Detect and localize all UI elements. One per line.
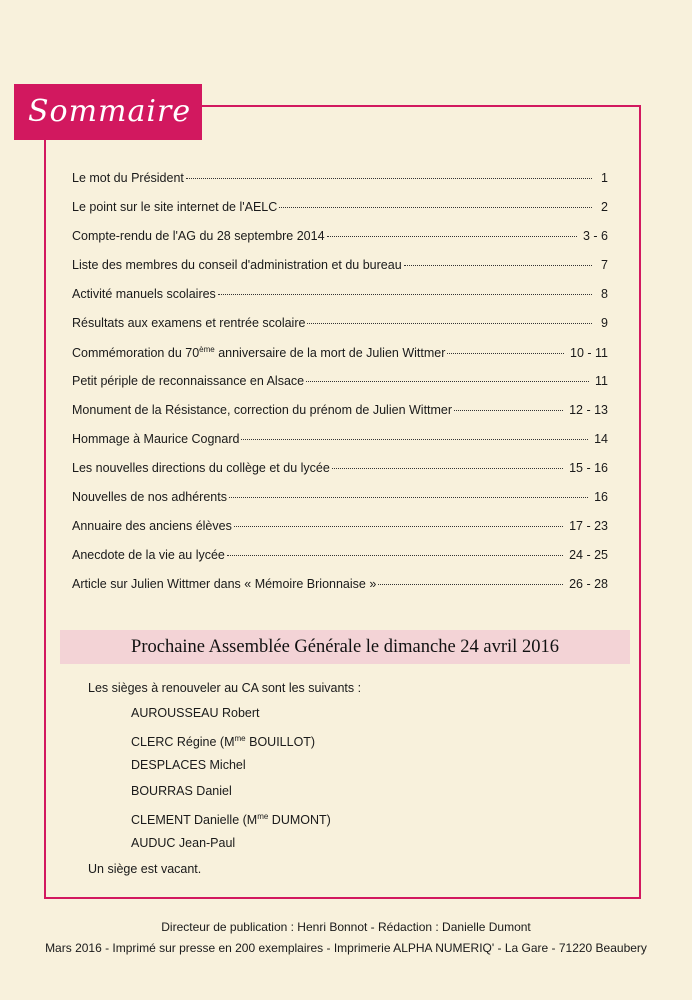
seats-intro: Les sièges à renouveler au CA sont les suivants : [88,681,362,695]
toc-item [72,258,608,287]
list-item: AUDUC Jean-Paul [131,836,236,850]
toc-leader-dots [332,468,563,469]
vacant-seat-note: Un siège est vacant. [88,862,202,876]
toc-item [72,461,608,490]
members-list [131,705,331,861]
toc-item-page: 11 [595,374,608,388]
page-title: Sommaire [14,84,202,140]
toc-item [72,577,608,606]
toc-item-page: 14 [594,432,608,446]
toc-item-title: Article sur Julien Wittmer dans « Mémoire Brionnaise » [72,577,377,591]
toc-item-page: 12 - 13 [569,403,608,417]
toc-item [72,374,608,403]
toc-item-page: 7 [601,258,608,272]
toc-item-page: 17 - 23 [569,519,608,533]
toc-item-title: Les nouvelles directions du collège et du lycée [72,461,330,475]
toc-item-page: 2 [601,200,608,214]
toc-item-page: 9 [601,316,608,330]
toc-item-title: Le mot du Président [72,171,184,185]
footer-print-info: Mars 2016 - Imprimé sur presse en 200 exemplaires - Imprimerie ALPHA NUMERIQ' - La Gare - 71220 Beaubery [45,941,647,955]
toc-item [72,316,608,345]
toc-item-title: Résultats aux examens et rentrée scolaire [72,316,306,330]
toc-item-page: 26 - 28 [569,577,608,591]
toc-leader-dots [378,584,563,585]
toc-item [72,171,608,200]
toc-leader-dots [186,178,592,179]
list-item: AUROUSSEAU Robert [131,706,260,720]
toc-leader-dots [307,323,592,324]
toc-leader-dots [234,526,563,527]
toc-item-page: 24 - 25 [569,548,608,562]
toc-item-page: 8 [601,287,608,301]
toc-item [72,432,608,461]
toc-item-title: Monument de la Résistance, correction du prénom de Julien Wittmer [72,403,453,417]
toc-leader-dots [306,381,589,382]
toc-item [72,287,608,316]
toc-item-title: Hommage à Maurice Cognard [72,432,240,446]
toc-item-title: Activité manuels scolaires [72,287,216,301]
footer-credits: Directeur de publication : Henri Bonnot - Rédaction : Danielle Dumont [161,920,531,934]
toc-item-title: Nouvelles de nos adhérents [72,490,227,504]
list-item: CLEMENT Danielle ($M^{me}$ DUMONT) [131,812,331,828]
footer [0,917,692,959]
toc-item [72,345,608,374]
toc-leader-dots [279,207,592,208]
toc-leader-dots [229,497,588,498]
list-item: CLERC Régine ($M^{me}$ BOUILLOT) [131,734,316,750]
toc-item-title: Compte-rendu de l'AG du 28 septembre 2014 [72,229,325,243]
assembly-banner: Prochaine Assemblée Générale le dimanche 24 avril 2016 [60,630,630,664]
toc-leader-dots [227,555,563,556]
toc-leader-dots [218,294,592,295]
list-item: BOURRAS Daniel [131,784,232,798]
toc-item-page: 1 [601,171,608,185]
toc-item-title: Commémoration du 70ème anniversaire de la mort de Julien Wittmer [72,345,446,361]
toc-item [72,519,608,548]
toc-item [72,548,608,577]
toc-item [72,229,608,258]
toc-leader-dots [404,265,592,266]
toc-item-page: 16 [594,490,608,504]
toc-item [72,200,608,229]
table-of-contents [72,171,608,606]
toc-item-page: 15 - 16 [569,461,608,475]
toc-item [72,490,608,519]
toc-item-page: 3 - 6 [582,229,608,243]
toc-leader-dots [241,439,588,440]
toc-item [72,403,608,432]
toc-leader-dots [447,353,564,354]
toc-leader-dots [327,236,577,237]
toc-item-title: Petit périple de reconnaissance en Alsace [72,374,305,388]
toc-item-title: Annuaire des anciens élèves [72,519,232,533]
toc-item-title: Anecdote de la vie au lycée [72,548,225,562]
list-item: DESPLACES Michel [131,758,246,772]
toc-item-page: 10 - 11 [570,346,608,361]
toc-leader-dots [454,410,563,411]
toc-item-title: Le point sur le site internet de l'AELC [72,200,278,214]
toc-item-title: Liste des membres du conseil d'administration et du bureau [72,258,402,272]
